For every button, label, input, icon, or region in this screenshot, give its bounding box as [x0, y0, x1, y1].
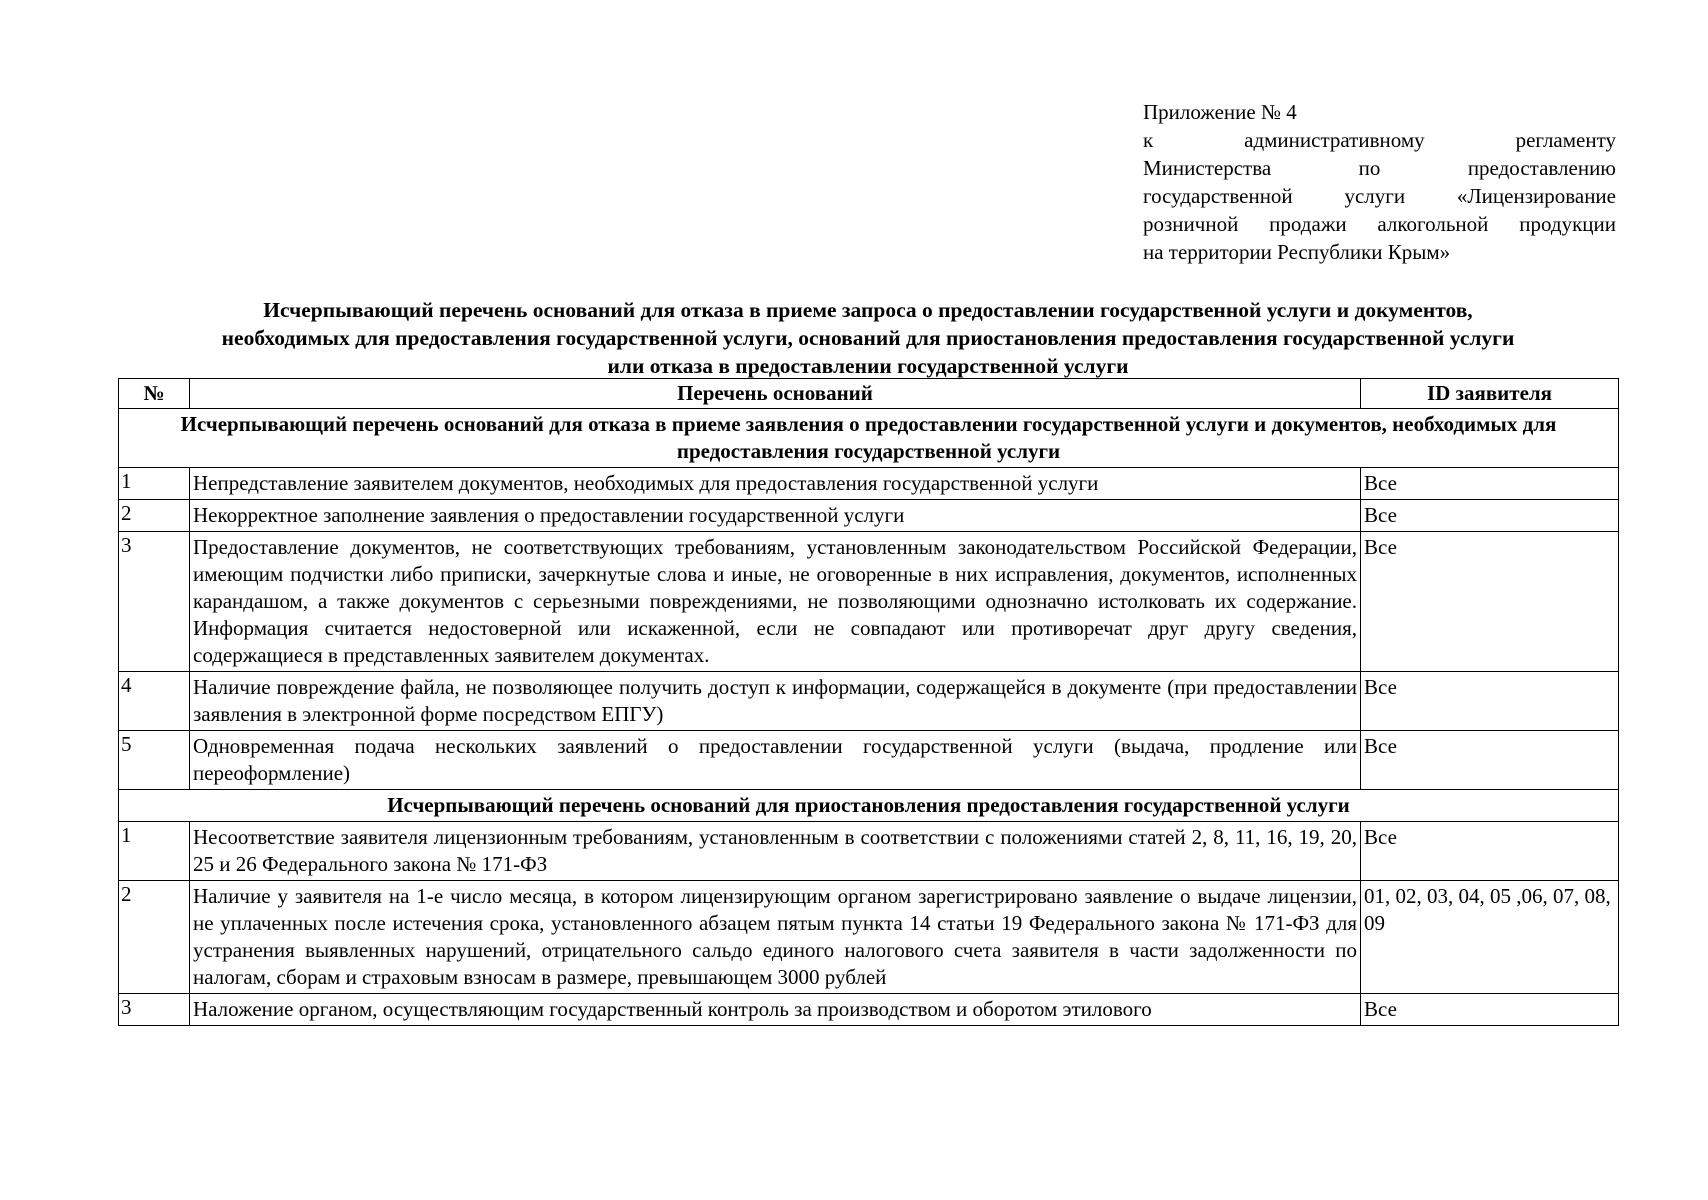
row-num: 1: [119, 822, 190, 881]
row-num: 2: [119, 500, 190, 532]
appendix-block: [1143, 98, 1616, 266]
row-text: Одновременная подача нескольких заявлений о предоставлении государственной услуги (выдача, продление или переоформление): [190, 731, 1361, 790]
row-applicant-id: Все: [1361, 468, 1619, 500]
title-line: Исчерпывающий перечень оснований для отказа в приеме запроса о предоставлении государственной услуги и документов,: [263, 298, 1473, 322]
appendix-line: на территории Республики Крым»: [1143, 240, 1451, 264]
table-row: [119, 468, 1619, 500]
grounds-table: [118, 378, 1619, 1026]
appendix-line: розничной продажи алкогольной продукции: [1143, 212, 1616, 236]
row-text: Некорректное заполнение заявления о предоставлении государственной услуги: [190, 500, 1361, 532]
row-text: Предоставление документов, не соответствующих требованиям, установленным законодательством Российской Федерации, имеющим подчистки либо приписки, зачеркнутые слова и иные, не оговоренные в них исправления, документов, исполненных карандашом, а также документов с серьезными повреждениями, не позволяющими однозначно истолковать их содержание. Информация считается недостоверной или искаженной, если не совпадают или противоречат друг другу сведения, содержащиеся в представленных заявителем документах.: [190, 532, 1361, 672]
row-applicant-id: Все: [1361, 500, 1619, 532]
table-row: [119, 672, 1619, 731]
row-num: 3: [119, 532, 190, 672]
appendix-line: Приложение № 4: [1143, 100, 1297, 124]
appendix-line: к административному регламенту: [1143, 128, 1616, 152]
table-row: [119, 822, 1619, 881]
row-num: 3: [119, 994, 190, 1026]
appendix-line: Министерства по предоставлению: [1143, 156, 1616, 180]
appendix-line: государственной услуги «Лицензирование: [1143, 184, 1616, 208]
row-num: 2: [119, 881, 190, 994]
row-text: Несоответствие заявителя лицензионным требованиям, установленным в соответствии с положениями статей 2, 8, 11, 16, 19, 20, 25 и 26 Федерального закона № 171-ФЗ: [190, 822, 1361, 881]
table-row: [119, 881, 1619, 994]
table-header-row: [119, 379, 1619, 409]
header-num: №: [119, 379, 190, 409]
row-num: 4: [119, 672, 190, 731]
title-line: или отказа в предоставлении государственной услуги: [607, 354, 1129, 378]
section-row: [119, 790, 1619, 822]
section-title: Исчерпывающий перечень оснований для приостановления предоставления государственной услуги: [119, 790, 1619, 822]
row-text: Непредставление заявителем документов, необходимых для предоставления государственной услуги: [190, 468, 1361, 500]
row-text: Наложение органом, осуществляющим государственный контроль за производством и оборотом этилового: [190, 994, 1361, 1026]
table-row: [119, 731, 1619, 790]
row-text: Наличие повреждение файла, не позволяющее получить доступ к информации, содержащейся в документе (при предоставлении заявления в электронной форме посредством ЕПГУ): [190, 672, 1361, 731]
row-applicant-id: 01, 02, 03, 04, 05 ,06, 07, 08, 09: [1361, 881, 1619, 994]
row-applicant-id: Все: [1361, 994, 1619, 1026]
row-num: 1: [119, 468, 190, 500]
header-reasons: Перечень оснований: [190, 379, 1361, 409]
document-title: [118, 296, 1618, 380]
section-row: [119, 409, 1619, 468]
row-applicant-id: Все: [1361, 731, 1619, 790]
row-applicant-id: Все: [1361, 822, 1619, 881]
section-title: Исчерпывающий перечень оснований для отказа в приеме заявления о предоставлении государственной услуги и документов, необходимых для предоставления государственной услуги: [119, 409, 1619, 468]
row-applicant-id: Все: [1361, 532, 1619, 672]
table-row: [119, 994, 1619, 1026]
title-line: необходимых для предоставления государственной услуги, оснований для приостановления предоставления государственной услуги: [221, 326, 1515, 350]
row-num: 5: [119, 731, 190, 790]
table-row: [119, 532, 1619, 672]
header-applicant-id: ID заявителя: [1361, 379, 1619, 409]
table-row: [119, 500, 1619, 532]
row-text: Наличие у заявителя на 1-е число месяца, в котором лицензирующим органом зарегистрировано заявление о выдаче лицензии, не уплаченных после истечения срока, установленного абзацем пятым пункта 14 статьи 19 Федерального закона № 171-ФЗ для устранения выявленных нарушений, отрицательного сальдо единого налогового счета заявителя в части задолженности по налогам, сборам и страховым взносам в размере, превышающем 3000 рублей: [190, 881, 1361, 994]
row-applicant-id: Все: [1361, 672, 1619, 731]
